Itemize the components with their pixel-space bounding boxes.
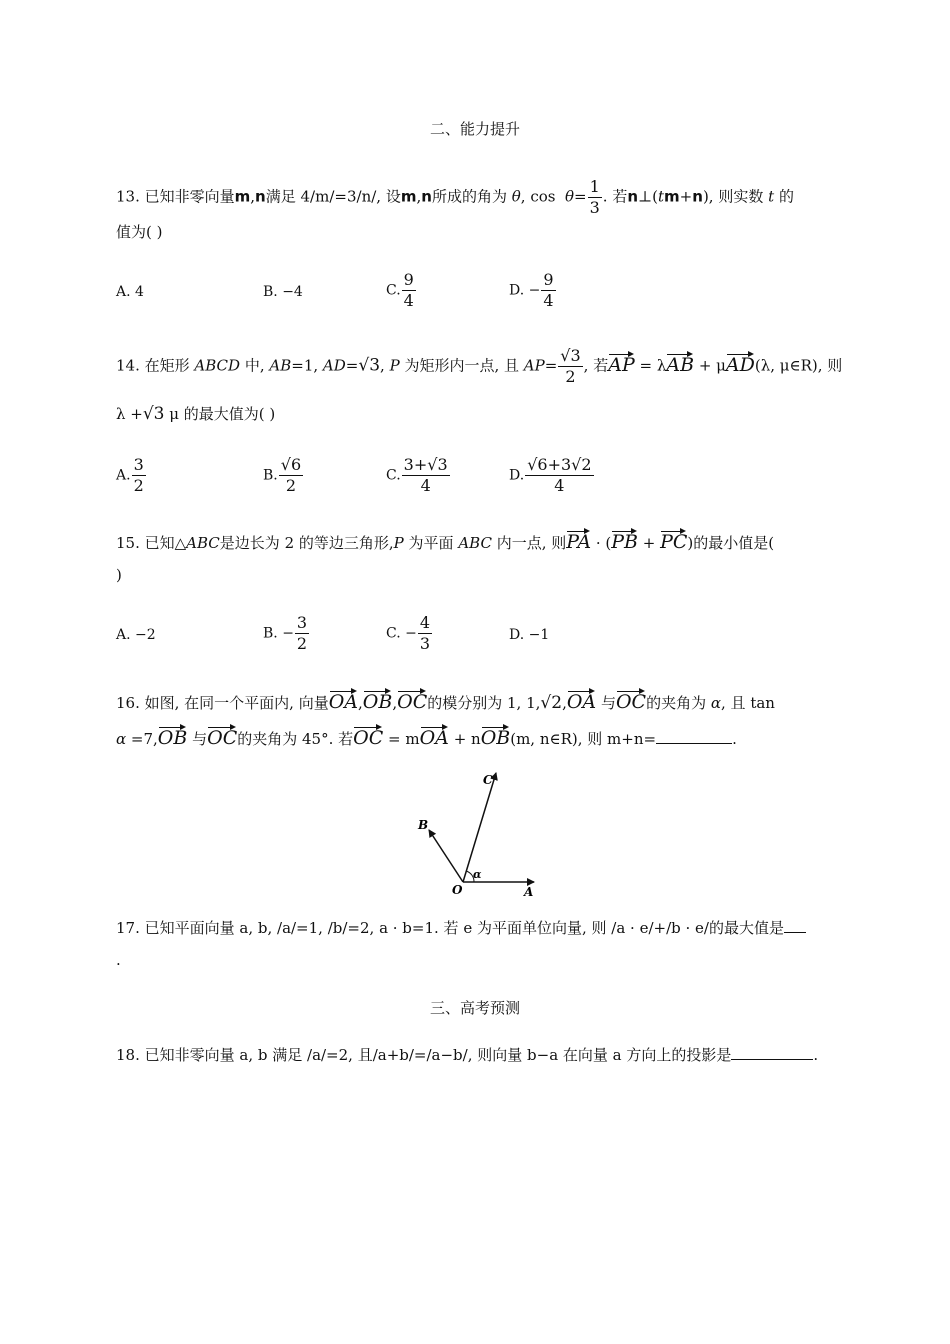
q13-option-b[interactable]: B. −4	[263, 284, 303, 300]
q13-option-a[interactable]: A. 4	[116, 284, 144, 300]
question-13-line-2: 值为( )	[116, 223, 163, 241]
vector-OA: OA	[567, 688, 596, 712]
vector-OB: OB	[363, 688, 393, 712]
label-O: O	[452, 883, 463, 897]
q15-option-a[interactable]: A. −2	[116, 627, 156, 643]
fraction-one-third: $\frac{1}{3}$	[589, 177, 600, 217]
vector-OC: OC	[616, 688, 646, 712]
vector-figure	[410, 765, 550, 900]
section-title-ability: 二、能力提升	[429, 120, 520, 138]
vector-AB: AB	[666, 351, 694, 375]
q14-option-d[interactable]: D. $\frac{√6+3√2}{4}$	[509, 455, 592, 495]
vector-PB: PB	[611, 528, 638, 552]
question-15-line-2: )	[116, 566, 122, 584]
answer-blank-17[interactable]	[784, 932, 806, 933]
label-alpha: α	[473, 868, 482, 881]
vector-PA: PA	[566, 528, 591, 552]
question-16-line-1: 16. 如图, 在同一个平面内, 向量OA,OB,OC的模分别为 1, 1,√2,OA 与OC的夹角为 α, 且 tan	[116, 688, 775, 713]
q14-option-a[interactable]: A. $\frac{3}{2}$	[116, 455, 144, 495]
q13-option-d[interactable]: D. − $\frac{9}{4}$	[509, 270, 554, 310]
vector-OB: OB	[158, 724, 188, 748]
answer-blank-16[interactable]	[656, 743, 732, 744]
question-13-line-1: 13. 已知非零向量m,n满足 4/m/=3/n/, 设m,n所成的角为 θ, cos θ= $\frac{1}{3}$ . 若n⊥(tm+n), 则实数 t 的	[116, 177, 794, 217]
vector-OC: OC	[207, 724, 237, 748]
q14-option-c[interactable]: C. $\frac{3+√3}{4}$	[386, 455, 448, 495]
vector-OC: OC	[397, 688, 427, 712]
vector-OC: OC	[353, 724, 383, 748]
label-C: C	[483, 773, 493, 787]
label-A: A	[524, 885, 534, 899]
q15-option-c[interactable]: C. − $\frac{4}{3}$	[386, 613, 431, 653]
q15-option-d[interactable]: D. −1	[509, 627, 550, 643]
question-14-line-2: λ +√3 μ 的最大值为( )	[116, 404, 276, 424]
q14-option-b[interactable]: B. $\frac{√6}{2}$	[263, 455, 302, 495]
label-B: B	[418, 818, 429, 832]
question-17-line-2: .	[116, 951, 121, 969]
vector-PC: PC	[660, 528, 687, 552]
question-17-line-1: 17. 已知平面向量 a, b, /a/=1, /b/=2, a · b=1. 若 e 为平面单位向量, 则 /a · e/+/b · e/的最大值是	[116, 918, 806, 938]
question-16-line-2: α =7,OB 与OC的夹角为 45°. 若OC = mOA + nOB(m, n∈R), 则 m+n= .	[116, 724, 737, 749]
vector-AD: AD	[726, 351, 755, 375]
vector-OA: OA	[420, 724, 449, 748]
vector-OA: OA	[329, 688, 358, 712]
section-title-exam-forecast: 三、高考预测	[429, 999, 520, 1017]
answer-blank-18[interactable]	[731, 1059, 813, 1060]
vector-OC-arrow	[463, 773, 496, 882]
q13-option-c[interactable]: C. $\frac{9}{4}$	[386, 270, 414, 310]
vector-AP: AP	[608, 351, 635, 375]
question-15-line-1: 15. 已知△ABC是边长为 2 的等边三角形,P 为平面 ABC 内一点, 则PA · (PB + PC)的最小值是(	[116, 528, 774, 553]
question-14-line-1: 14. 在矩形 ABCD 中, AB=1, AD=√3, P 为矩形内一点, 且 AP= $\frac{√3}{2}$ , 若AP = λAB + μAD(λ, μ∈R), 则	[116, 346, 843, 386]
q15-option-b[interactable]: B. − $\frac{3}{2}$	[263, 613, 308, 653]
vector-OB-arrow	[429, 830, 463, 882]
question-18: 18. 已知非零向量 a, b 满足 /a/=2, 且/a+b/=/a−b/, 则向量 b−a 在向量 a 方向上的投影是 .	[116, 1046, 819, 1064]
vector-OB: OB	[481, 724, 511, 748]
